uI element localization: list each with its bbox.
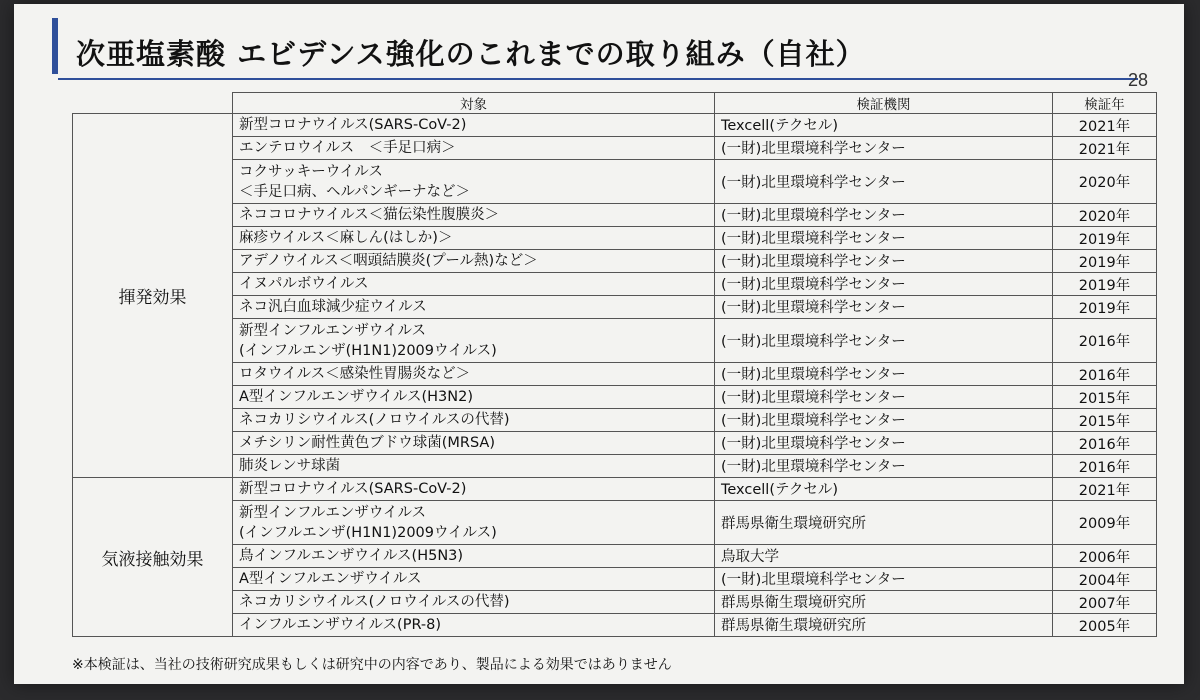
target-cell [233, 478, 715, 501]
organization-cell: (一財)北里環境科学センター [715, 363, 1053, 386]
target-cell [233, 137, 715, 160]
target-line: 肺炎レンサ球菌 [239, 458, 341, 474]
table-row [73, 204, 1157, 227]
target-cell [233, 273, 715, 296]
header-target: 対象 [233, 93, 715, 114]
target-cell [233, 227, 715, 250]
table-row [73, 137, 1157, 160]
year-cell: 2009年 [1053, 501, 1157, 545]
target-cell [233, 250, 715, 273]
table-row [73, 432, 1157, 455]
target-cell [233, 114, 715, 137]
target-line: ロタウイルス＜感染性胃腸炎など＞ [239, 366, 471, 382]
page-title: 次亜塩素酸 エビデンス強化のこれまでの取り組み（自社） [76, 37, 866, 71]
table-row [73, 227, 1157, 250]
header-category-blank [73, 93, 233, 114]
slide [14, 4, 1184, 684]
target-line: イヌパルボウイルス [239, 276, 369, 292]
organization-cell: (一財)北里環境科学センター [715, 204, 1053, 227]
table-row [73, 545, 1157, 568]
year-cell: 2021年 [1053, 137, 1157, 160]
category-cell: 揮発効果 [73, 114, 233, 478]
target-cell [233, 319, 715, 363]
year-cell: 2016年 [1053, 455, 1157, 478]
organization-cell: (一財)北里環境科学センター [715, 296, 1053, 319]
year-cell: 2015年 [1053, 386, 1157, 409]
table-row [73, 614, 1157, 637]
organization-cell: 鳥取大学 [715, 545, 1053, 568]
organization-cell: (一財)北里環境科学センター [715, 568, 1053, 591]
target-line: A型インフルエンザウイルス [239, 571, 422, 587]
table-row [73, 455, 1157, 478]
table-header-row [73, 93, 1157, 114]
organization-cell: Texcell(テクセル) [715, 114, 1053, 137]
year-cell: 2021年 [1053, 114, 1157, 137]
page-number: 28 [1127, 70, 1148, 90]
target-line: メチシリン耐性黄色ブドウ球菌(MRSA) [239, 435, 496, 451]
target-line: ネココロナウイルス＜猫伝染性腹膜炎＞ [239, 207, 500, 223]
year-cell: 2020年 [1053, 204, 1157, 227]
target-line: 新型インフルエンザウイルス [239, 322, 427, 339]
target-cell [233, 296, 715, 319]
target-line: コクサッキーウイルス [239, 163, 383, 180]
target-line: インフルエンザウイルス(PR-8) [239, 617, 442, 633]
target-line: アデノウイルス＜咽頭結膜炎(プール熱)など＞ [239, 253, 538, 269]
target-line: ネコカリシウイルス(ノロウイルスの代替) [239, 412, 510, 428]
title-accent-bar [52, 18, 58, 74]
table-row [73, 114, 1157, 137]
target-cell [233, 614, 715, 637]
organization-cell: 群馬県衛生環境研究所 [715, 501, 1053, 545]
year-cell: 2007年 [1053, 591, 1157, 614]
organization-cell: (一財)北里環境科学センター [715, 160, 1053, 204]
target-cell [233, 204, 715, 227]
table-row [73, 386, 1157, 409]
table-row [73, 363, 1157, 386]
year-cell: 2019年 [1053, 273, 1157, 296]
organization-cell: Texcell(テクセル) [715, 478, 1053, 501]
year-cell: 2015年 [1053, 409, 1157, 432]
year-cell: 2016年 [1053, 363, 1157, 386]
target-cell [233, 501, 715, 545]
table-row [73, 478, 1157, 501]
category-cell: 気液接触効果 [73, 478, 233, 637]
target-cell [233, 591, 715, 614]
table-body [73, 114, 1157, 637]
organization-cell: (一財)北里環境科学センター [715, 455, 1053, 478]
target-line: 新型インフルエンザウイルス [239, 504, 427, 521]
organization-cell: 群馬県衛生環境研究所 [715, 614, 1053, 637]
target-cell [233, 568, 715, 591]
target-cell [233, 409, 715, 432]
organization-cell: 群馬県衛生環境研究所 [715, 591, 1053, 614]
target-line: 新型コロナウイルス(SARS-CoV-2) [239, 117, 467, 133]
year-cell: 2021年 [1053, 478, 1157, 501]
target-line: 新型コロナウイルス(SARS-CoV-2) [239, 481, 467, 497]
footnote: ※本検証は、当社の技術研究成果もしくは研究中の内容であり、製品による効果ではありません [72, 657, 672, 673]
table-row [73, 296, 1157, 319]
table-row [73, 591, 1157, 614]
organization-cell: (一財)北里環境科学センター [715, 386, 1053, 409]
target-cell [233, 455, 715, 478]
header-year: 検証年 [1053, 93, 1157, 114]
organization-cell: (一財)北里環境科学センター [715, 273, 1053, 296]
organization-cell: (一財)北里環境科学センター [715, 432, 1053, 455]
organization-cell: (一財)北里環境科学センター [715, 227, 1053, 250]
year-cell: 2004年 [1053, 568, 1157, 591]
table-row [73, 319, 1157, 363]
target-cell [233, 432, 715, 455]
organization-cell: (一財)北里環境科学センター [715, 319, 1053, 363]
target-line: ＜手足口病、ヘルパンギーナなど＞ [239, 183, 470, 200]
target-line: ネコカリシウイルス(ノロウイルスの代替) [239, 594, 510, 610]
organization-cell: (一財)北里環境科学センター [715, 137, 1053, 160]
table-row [73, 501, 1157, 545]
year-cell: 2020年 [1053, 160, 1157, 204]
table-row [73, 250, 1157, 273]
year-cell: 2006年 [1053, 545, 1157, 568]
target-cell [233, 363, 715, 386]
title-underline [58, 78, 1138, 80]
target-cell [233, 386, 715, 409]
year-cell: 2016年 [1053, 319, 1157, 363]
organization-cell: (一財)北里環境科学センター [715, 250, 1053, 273]
year-cell: 2005年 [1053, 614, 1157, 637]
table-row [73, 160, 1157, 204]
table-row [73, 409, 1157, 432]
table-row [73, 273, 1157, 296]
year-cell: 2019年 [1053, 296, 1157, 319]
target-line: 麻疹ウイルス＜麻しん(はしか)＞ [239, 230, 453, 246]
target-cell [233, 160, 715, 204]
target-line: 鳥インフルエンザウイルス(H5N3) [239, 548, 464, 564]
target-line: ネコ汎白血球減少症ウイルス [239, 299, 427, 315]
year-cell: 2019年 [1053, 250, 1157, 273]
target-line: (インフルエンザ(H1N1)2009ウイルス) [239, 342, 497, 359]
table-row [73, 568, 1157, 591]
header-organization: 検証機関 [715, 93, 1053, 114]
year-cell: 2019年 [1053, 227, 1157, 250]
organization-cell: (一財)北里環境科学センター [715, 409, 1053, 432]
year-cell: 2016年 [1053, 432, 1157, 455]
target-line: (インフルエンザ(H1N1)2009ウイルス) [239, 524, 497, 541]
target-cell [233, 545, 715, 568]
target-line: エンテロウイルス ＜手足口病＞ [239, 140, 456, 156]
target-line: A型インフルエンザウイルス(H3N2) [239, 389, 473, 405]
evidence-table [72, 92, 1157, 637]
